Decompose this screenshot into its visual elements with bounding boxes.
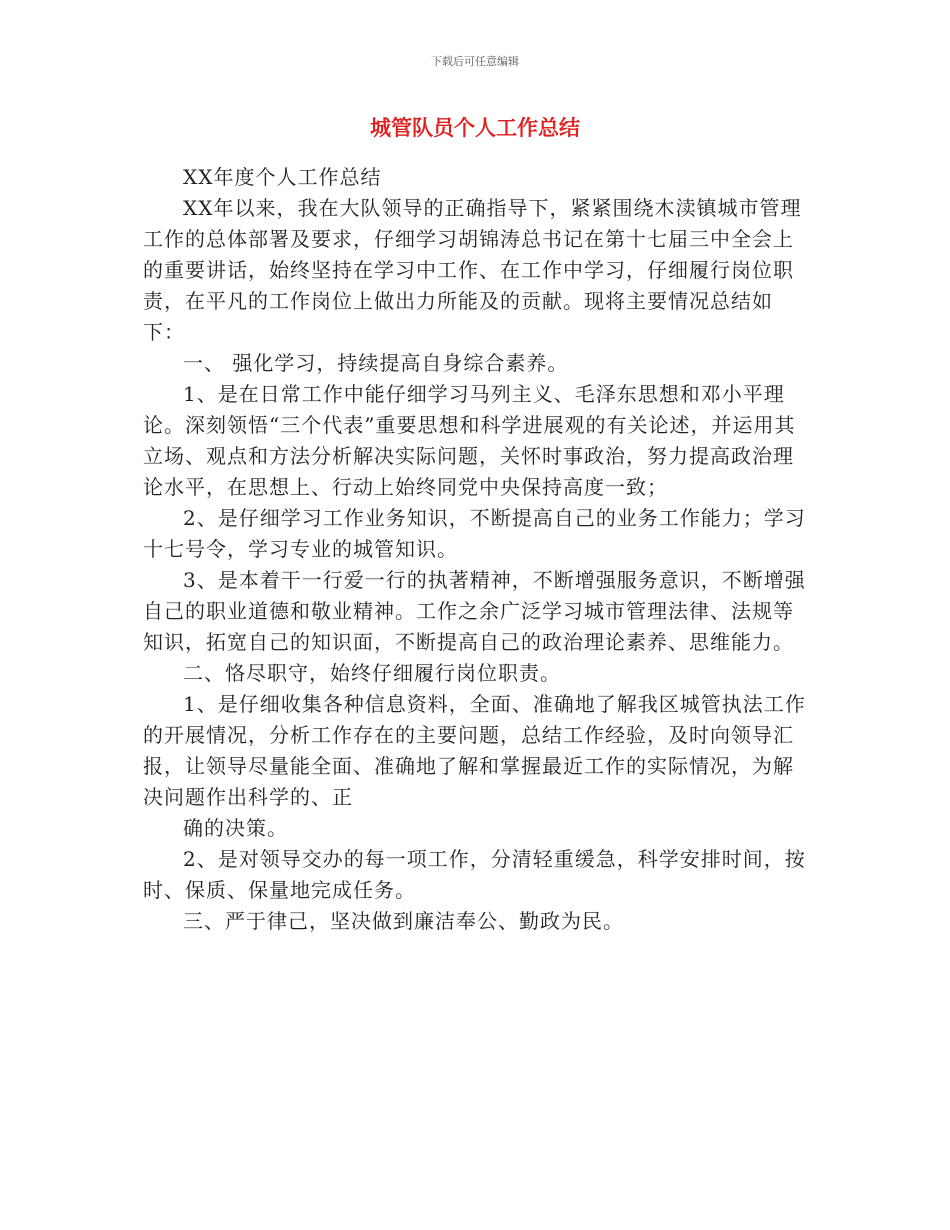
- document-title: 城管队员个人工作总结: [370, 116, 580, 140]
- page-header: 下载后可任意编辑: [431, 55, 519, 68]
- paragraph-2-1: 1、是仔细收集各种信息资料，全面、准确地了解我区城管执法工作的开展情况，分析工作存在的主要问题，总结工作经验，及时向领导汇报，让领导尽量能全面、准确地了解和掌握最近工作的实际情况，为解决问题作出科学的、正: [143, 692, 806, 809]
- paragraph-2-2: 2、是对领导交办的每一项工作，分清轻重缓急，科学安排时间，按时、保质、保量地完成任务。: [143, 847, 806, 902]
- paragraph-subtitle: XX年度个人工作总结: [183, 165, 382, 189]
- paragraph-intro: XX年以来，我在大队领导的正确指导下，紧紧围绕木渎镇城市管理工作的总体部署及要求，仔细学习胡锦涛总书记在第十七届三中全会上的重要讲话，始终坚持在学习中工作、在工作中学习，仔细履行岗位职责，在平凡的工作岗位上做出力所能及的贡献。现将主要情况总结如下：: [143, 196, 802, 344]
- paragraph-2-1-continued: 确的决策。: [183, 816, 288, 840]
- paragraph-1-1: 1、是在日常工作中能仔细学习马列主义、毛泽东思想和邓小平理论。深刻领悟“三个代表”重要思想和科学进展观的有关论述，并运用其立场、观点和方法分析解决实际问题，关怀时事政治，努力提高政治理论水平，在思想上、行动上始终同党中央保持高度一致；: [143, 382, 796, 499]
- paragraph-1-3: 3、是本着干一行爱一行的执著精神，不断增强服务意识，不断增强自己的职业道德和敬业精神。工作之余广泛学习城市管理法律、法规等知识，拓宽自己的知识面，不断提高自己的政治理论素养、思维能力。: [143, 568, 806, 654]
- section-heading-2: 二、恪尽职守，始终仔细履行岗位职责。: [183, 661, 561, 685]
- section-heading-1: 一、 强化学习，持续提高自身综合素养。: [183, 351, 569, 375]
- document-body: [143, 162, 808, 937]
- section-heading-3: 三、严于律己，坚决做到廉洁奉公、勤政为民。: [183, 909, 624, 933]
- paragraph-1-2: 2、是仔细学习工作业务知识，不断提高自己的业务工作能力；学习十七号令，学习专业的城管知识。: [143, 506, 806, 561]
